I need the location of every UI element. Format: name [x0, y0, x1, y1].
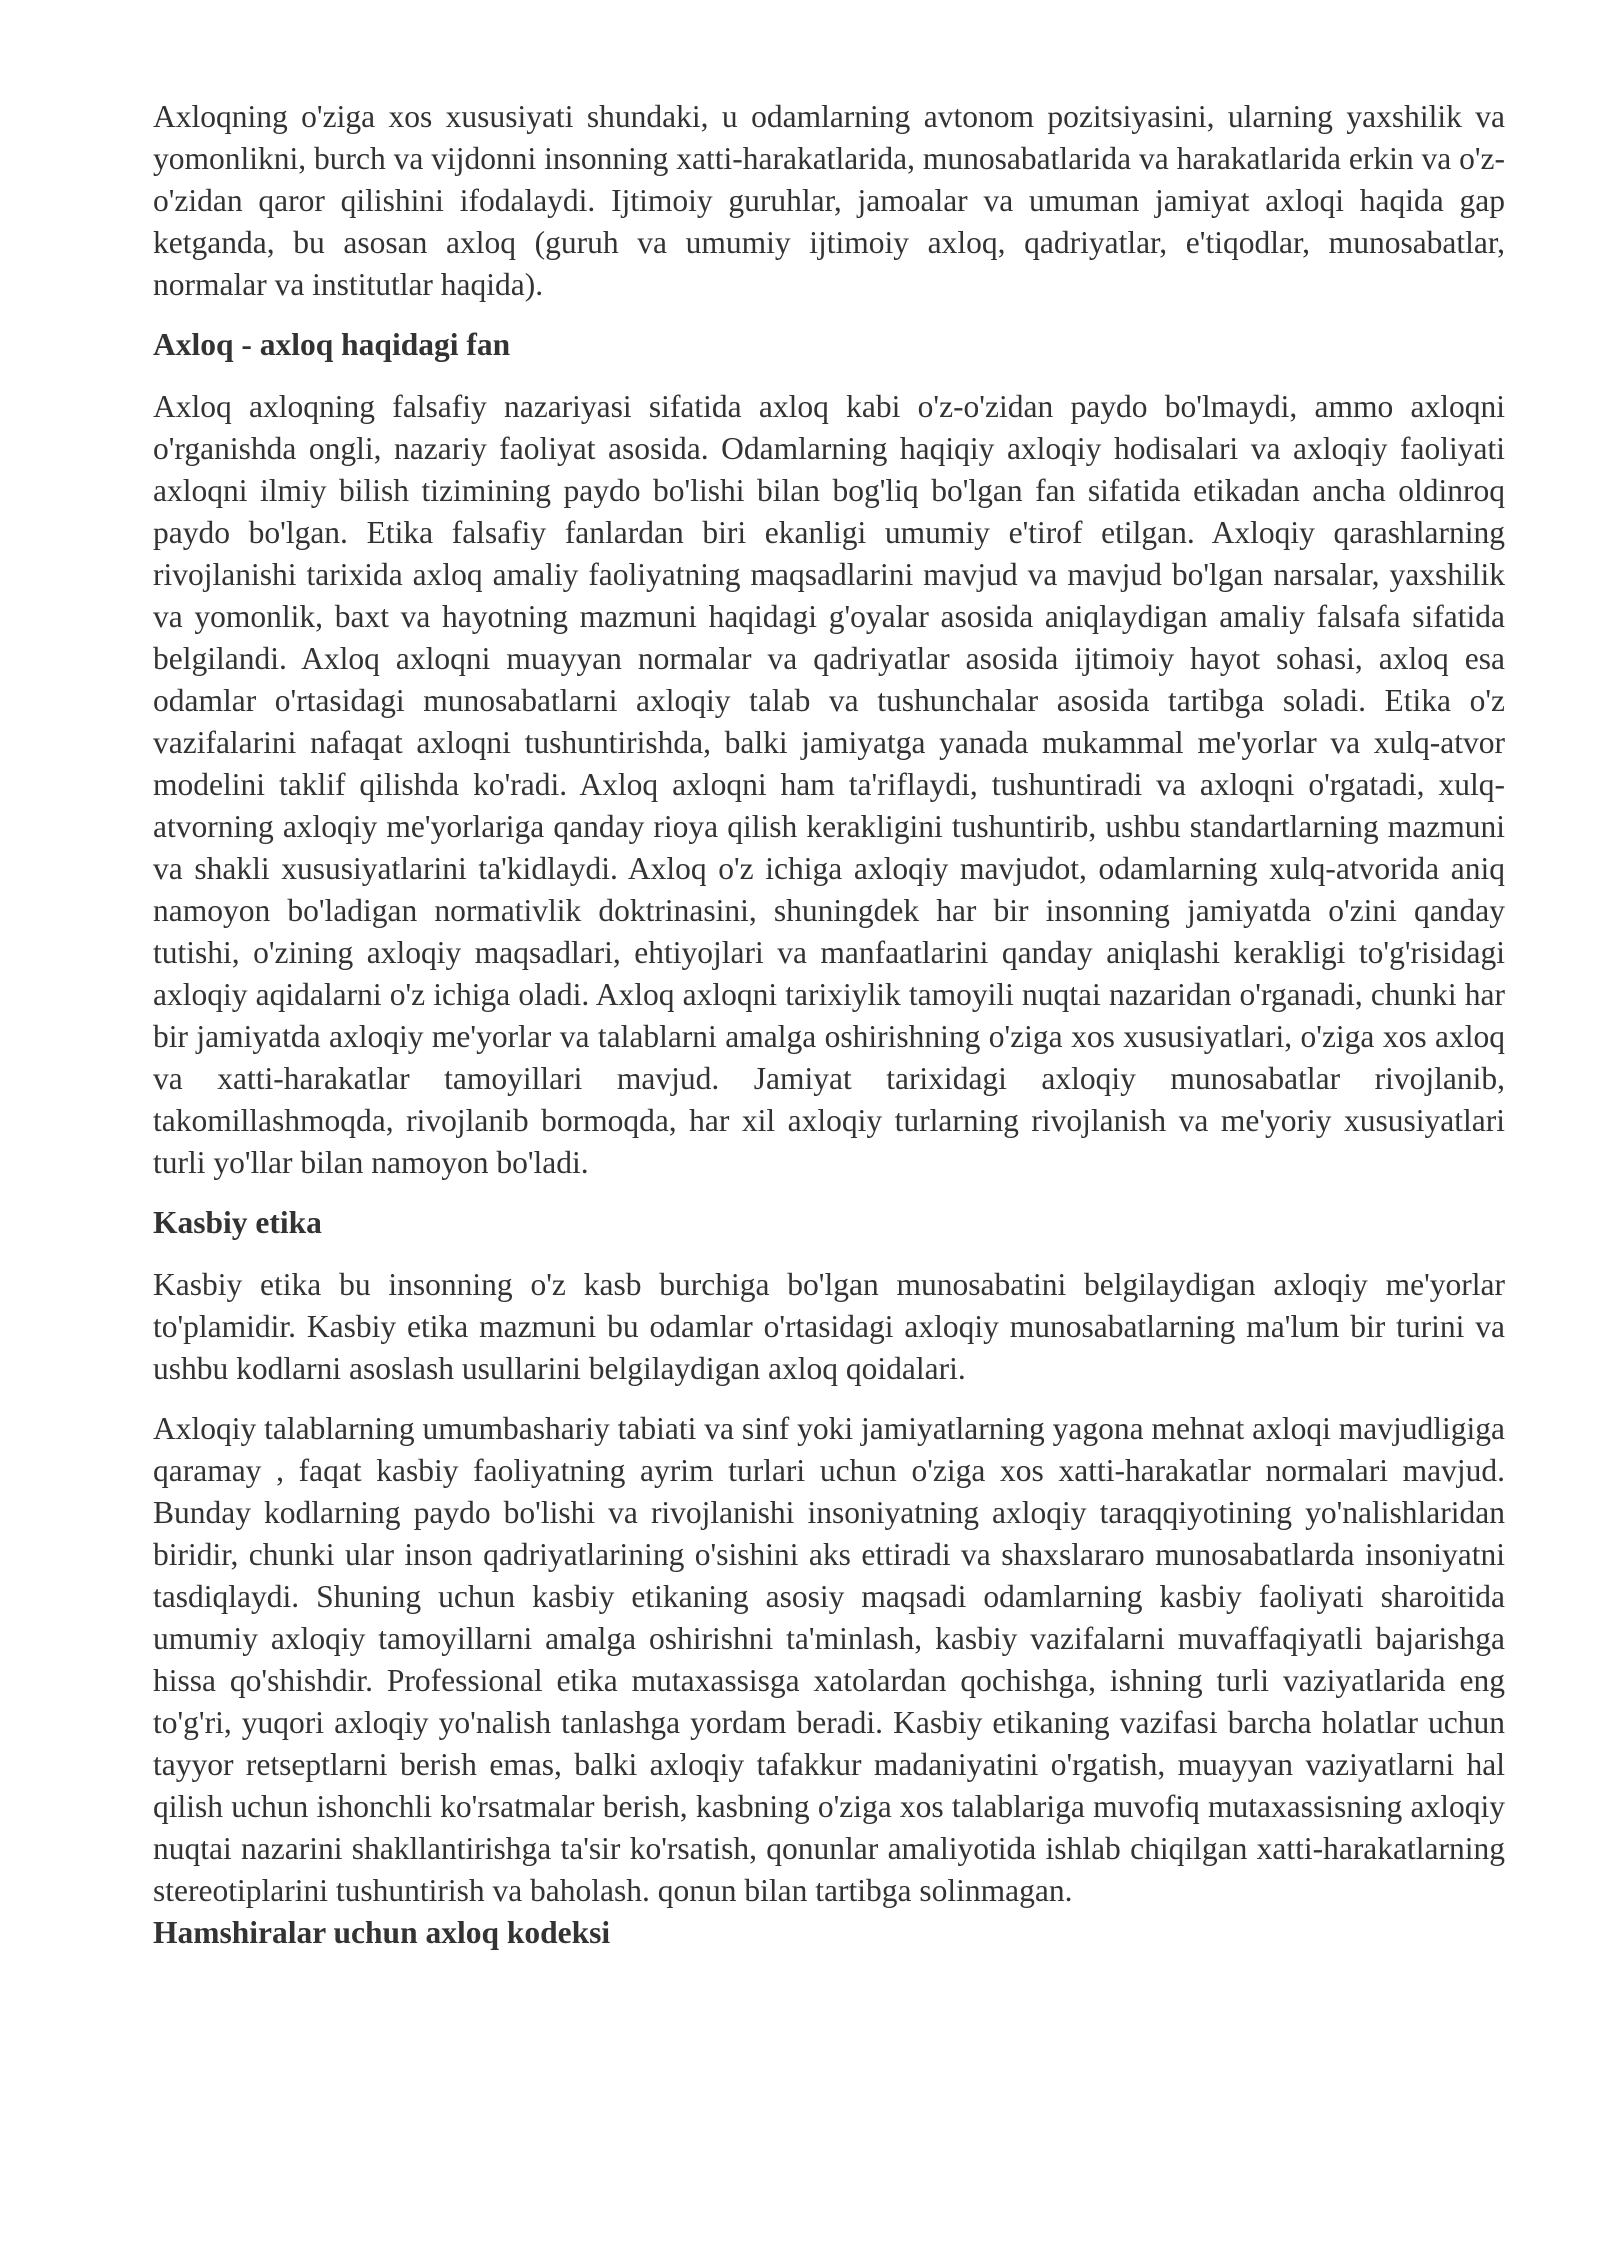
section-heading-nurses-code: Hamshiralar uchun axloq kodeksi	[153, 1915, 611, 1950]
document-page	[153, 96, 1505, 1974]
professional-ethics-paragraph-2: Axloqiy talablarning umumbashariy tabiati va sinf yoki jamiyatlarning yagona mehnat axloqi mavjudligiga qaramay , faqat kasbiy faoliyatning ayrim turlari uchun o'ziga xos xatti-harakatlar normalari mavjud. Bunday kodlarning paydo bo'lishi va rivojlanishi insoniyatning axloqiy taraqqiyotining yo'nalishlaridan biridir, chunki ular inson qadriyatlarining o'sishini aks ettiradi va shaxslararo munosabatlarda insoniyatni tasdiqlaydi. Shuning uchun kasbiy etikaning asosiy maqsadi odamlarning kasbiy faoliyati sharoitida umumiy axloqiy tamoyillarni amalga oshirishni ta'minlash, kasbiy vazifalarni muvaffaqiyatli bajarishga hissa qo'shishdir. Professional etika mutaxassisga xatolardan qochishga, ishning turli vaziyatlarida eng to'g'ri, yuqori axloqiy yo'nalish tanlashga yordam beradi. Kasbiy etikaning vazifasi barcha holatlar uchun tayyor retseptlarni berish emas, balki axloqiy tafakkur madaniyatini o'rgatish, muayyan vaziyatlarni hal qilish uchun ishonchli ko'rsatmalar berish, kasbning o'ziga xos talablariga muvofiq mutaxassisning axloqiy nuqtai nazarini shakllantirishga ta'sir ko'rsatish, qonunlar amaliyotida ishlab chiqilgan xatti-harakatlarning stereotiplarini tushuntirish va baholash. qonun bilan tartibga solinmagan.	[153, 1411, 1505, 1908]
section-heading-ethics-science: Axloq - axloq haqidagi fan	[153, 327, 511, 362]
professional-ethics-paragraph-1: Kasbiy etika bu insonning o'z kasb burchiga bo'lgan munosabatini belgilaydigan axloqiy me'yorlar to'plamidir. Kasbiy etika mazmuni bu odamlar o'rtasidagi axloqiy munosabatlarning ma'lum bir turini va ushbu kodlarni asoslash usullarini belgilaydigan axloq qoidalari.	[153, 1267, 1505, 1386]
ethics-science-paragraph: Axloq axloqning falsafiy nazariyasi sifatida axloq kabi o'z-o'zidan paydo bo'lmaydi, ammo axloqni o'rganishda ongli, nazariy faoliyat asosida. Odamlarning haqiqiy axloqiy hodisalari va axloqiy faoliyati axloqni ilmiy bilish tizimining paydo bo'lishi bilan bog'liq bo'lgan fan sifatida etikadan ancha oldinroq paydo bo'lgan. Etika falsafiy fanlardan biri ekanligi umumiy e'tirof etilgan. Axloqiy qarashlarning rivojlanishi tarixida axloq amaliy faoliyatning maqsadlarini mavjud va mavjud bo'lgan narsalar, yaxshilik va yomonlik, baxt va hayotning mazmuni haqidagi g'oyalar asosida aniqlaydigan amaliy falsafa sifatida belgilandi. Axloq axloqni muayyan normalar va qadriyatlar asosida ijtimoiy hayot sohasi, axloq esa odamlar o'rtasidagi munosabatlarni axloqiy talab va tushunchalar asosida tartibga soladi. Etika o'z vazifalarini nafaqat axloqni tushuntirishda, balki jamiyatga yanada mukammal me'yorlar va xulq-atvor modelini taklif qilishda ko'radi. Axloq axloqni ham ta'riflaydi, tushuntiradi va axloqni o'rgatadi, xulq-atvorning axloqiy me'yorlariga qanday rioya qilish kerakligini tushuntirib, ushbu standartlarning mazmuni va shakli xususiyatlarini ta'kidlaydi. Axloq o'z ichiga axloqiy mavjudot, odamlarning xulq-atvorida aniq namoyon bo'ladigan normativlik doktrinasini, shuningdek har bir insonning jamiyatda o'zini qanday tutishi, o'zining axloqiy maqsadlari, ehtiyojlari va manfaatlarini qanday aniqlashi kerakligi to'g'risidagi axloqiy aqidalarni o'z ichiga oladi. Axloq axloqni tarixiylik tamoyili nuqtai nazaridan o'rganadi, chunki har bir jamiyatda axloqiy me'yorlar va talablarni amalga oshirishning o'ziga xos xususiyatlari, o'ziga xos axloq va xatti-harakatlar tamoyillari mavjud. Jamiyat tarixidagi axloqiy munosabatlar rivojlanib, takomillashmoqda, rivojlanib bormoqda, har xil axloqiy turlarning rivojlanish va me'yoriy xususiyatlari turli yo'llar bilan namoyon bo'ladi.	[153, 389, 1505, 1180]
section-heading-professional-ethics: Kasbiy etika	[153, 1205, 322, 1240]
intro-paragraph: Axloqning o'ziga xos xususiyati shundaki, u odamlarning avtonom pozitsiyasini, ularning yaxshilik va yomonlikni, burch va vijdonni insonning xatti-harakatlarida, munosabatlarida va harakatlarida erkin va o'z-o'zidan qaror qilishini ifodalaydi. Ijtimoiy guruhlar, jamoalar va umuman jamiyat axloqi haqida gap ketganda, bu asosan axloq (guruh va umumiy ijtimoiy axloq, qadriyatlar, e'tiqodlar, munosabatlar, normalar va institutlar haqida).	[153, 99, 1505, 302]
